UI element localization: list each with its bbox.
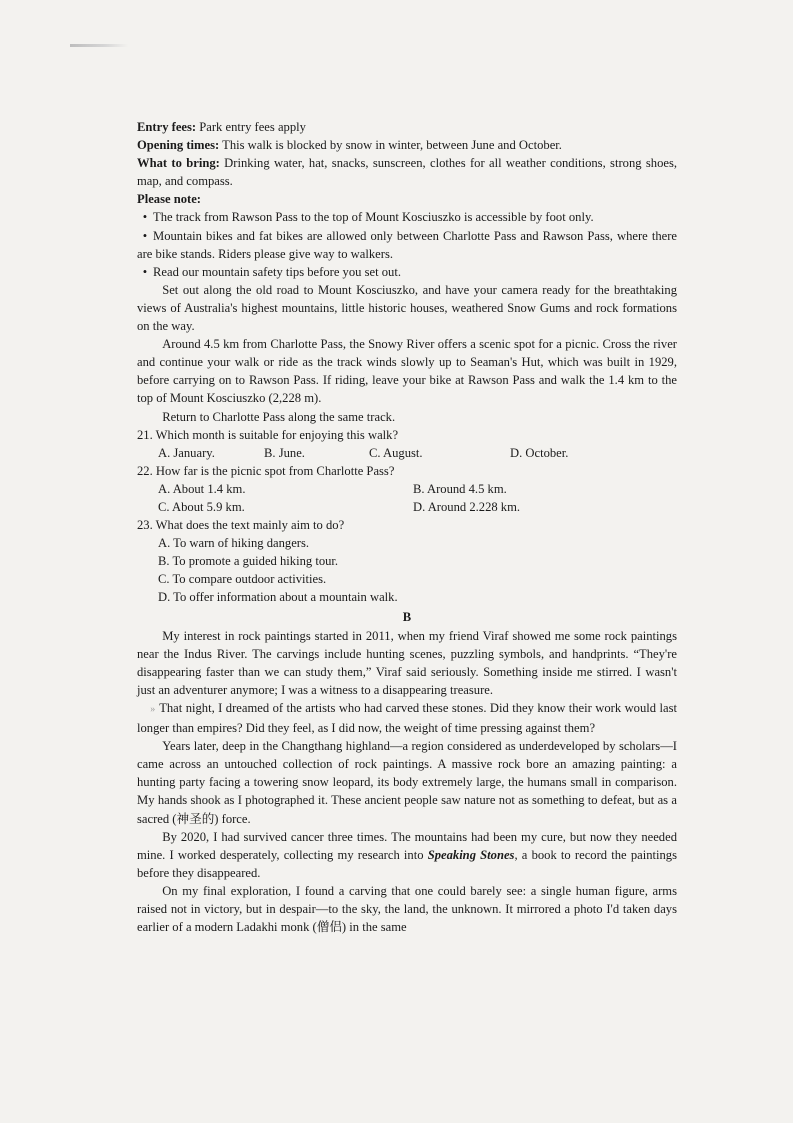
question-22-options-row-1 — [137, 480, 677, 498]
entry-fees-text: Park entry fees apply — [196, 120, 306, 134]
question-21-stem: 21. Which month is suitable for enjoying this walk? — [137, 427, 399, 442]
opening-times-line — [137, 136, 677, 154]
bullet-icon: • — [142, 264, 148, 279]
passage-b-paragraph-3: Years later, deep in the Changthang highland—a region considered as underdeveloped by scholars—I came across an untouched collection of rock paintings. A massive rock bore an amazing painting: a hunting party facing a towering snow leopard, its body extremely large, the humans small in comparison. My hands shook as I photographed it. These ancient people saw nature not as something to defeat, but as a sacred (神圣的) force. — [137, 739, 677, 826]
option-b[interactable]: B. June. — [264, 445, 305, 460]
what-to-bring-text: Drinking water, hat, snacks, sunscreen, clothes for all weather conditions, strong shoes, map, and compass. — [137, 156, 678, 189]
section-b-heading: B — [402, 609, 412, 624]
option-d[interactable]: D. October. — [510, 445, 569, 460]
question-23-stem: 23. What does the text mainly aim to do? — [137, 518, 345, 533]
option-b[interactable]: B. Around 4.5 km. — [413, 481, 507, 496]
what-to-bring-label: What to bring: — [137, 156, 220, 171]
passage-a-paragraph-1: Set out along the old road to Mount Kosciuszko, and have your camera ready for the breathtaking views of Australia's highest mountains, little historic houses, weathered Snow Gums and rock formations on the way. — [137, 282, 677, 334]
question-22-stem: 22. How far is the picnic spot from Charlotte Pass? — [137, 463, 395, 478]
note-bullet-3 — [137, 263, 677, 281]
paragraph-4-text-before: By 2020, I had survived cancer three times. The mountains had been my cure, but now they needed mine. I worked desperately, collecting my research into — [137, 829, 677, 862]
bullet-icon: • — [142, 210, 148, 225]
option-d[interactable]: D. Around 2.228 km. — [413, 499, 521, 514]
bullet-icon: • — [142, 228, 148, 243]
passage-a-paragraph-2: Around 4.5 km from Charlotte Pass, the Snowy River offers a scenic spot for a picnic. Cross the river and continue your walk or ride as the track winds slowly up to Seaman's Hut, which was built in 1929, before carrying on to Rawson Pass. If riding, leave your bike at Rawson Pass and walk the 1.4 km to the top of Mount Kosciuszko (2,228 m). — [137, 337, 677, 406]
option-d[interactable]: D. To offer information about a mountain walk. — [158, 590, 398, 605]
note-bullet-text: Mountain bikes and fat bikes are allowed only between Charlotte Pass and Rawson Pass, where there are bike stands. Riders please give way to walkers. — [137, 228, 677, 261]
passage-b-paragraph-4 — [137, 828, 677, 882]
passage-b-paragraph-1: My interest in rock paintings started in 2011, when my friend Viraf showed me some rock paintings near the Indus River. The carvings include hunting scenes, puzzling symbols, and handprints. “They're disappearing faster than we can study them,” Viraf said seriously. Something inside me stirred. I wasn't just an adventurer anymore; I was a witness to a disappearing treasure. — [137, 628, 677, 697]
passage-a-paragraph-3: Return to Charlotte Pass along the same track. — [162, 409, 396, 424]
what-to-bring-line — [137, 154, 677, 190]
passage-b-paragraph-2 — [137, 699, 677, 737]
passage-b-paragraph-2-text: That night, I dreamed of the artists who had carved these stones. Did they know their work would last longer than empires? Did they feel, as I did now, the weight of time pressing against them? — [137, 701, 677, 736]
option-b[interactable]: B. To promote a guided hiking tour. — [158, 554, 339, 569]
option-c[interactable]: C. About 5.9 km. — [158, 499, 245, 514]
please-note-label: Please note: — [137, 192, 201, 207]
note-bullet-text: Read our mountain safety tips before you set out. — [153, 264, 401, 279]
opening-times-label: Opening times: — [137, 138, 220, 153]
note-bullet-1 — [137, 208, 677, 226]
entry-fees-line — [137, 118, 677, 136]
option-a[interactable]: A. About 1.4 km. — [158, 481, 246, 496]
passage-b-paragraph-5: On my final exploration, I found a carving that one could barely see: a single human figure, arms raised not in victory, but in despair—to the sky, the land, the unknown. It mirrored a photo I'd taken days earlier of a modern Ladakhi monk (僧侣) in the same — [137, 883, 677, 935]
paragraph-4-text-after: , a book to record the paintings before they disappeared. — [137, 847, 677, 880]
option-c[interactable]: C. To compare outdoor activities. — [158, 572, 327, 587]
option-a[interactable]: A. To warn of hiking dangers. — [158, 536, 310, 551]
note-bullet-2 — [137, 227, 677, 263]
exam-page — [137, 118, 677, 936]
option-c[interactable]: C. August. — [369, 445, 423, 460]
book-title: Speaking Stones — [427, 847, 515, 862]
question-21-options — [137, 444, 677, 462]
opening-times-text: This walk is blocked by snow in winter, between June and October. — [219, 138, 562, 153]
entry-fees-label: Entry fees: — [137, 120, 197, 134]
option-a[interactable]: A. January. — [158, 445, 215, 460]
scan-corner-mark — [70, 44, 128, 47]
scan-stray-mark: » — [150, 704, 156, 715]
note-bullet-text: The track from Rawson Pass to the top of Mount Kosciuszko is accessible by foot only. — [153, 210, 594, 225]
question-22-options-row-2 — [137, 498, 677, 516]
